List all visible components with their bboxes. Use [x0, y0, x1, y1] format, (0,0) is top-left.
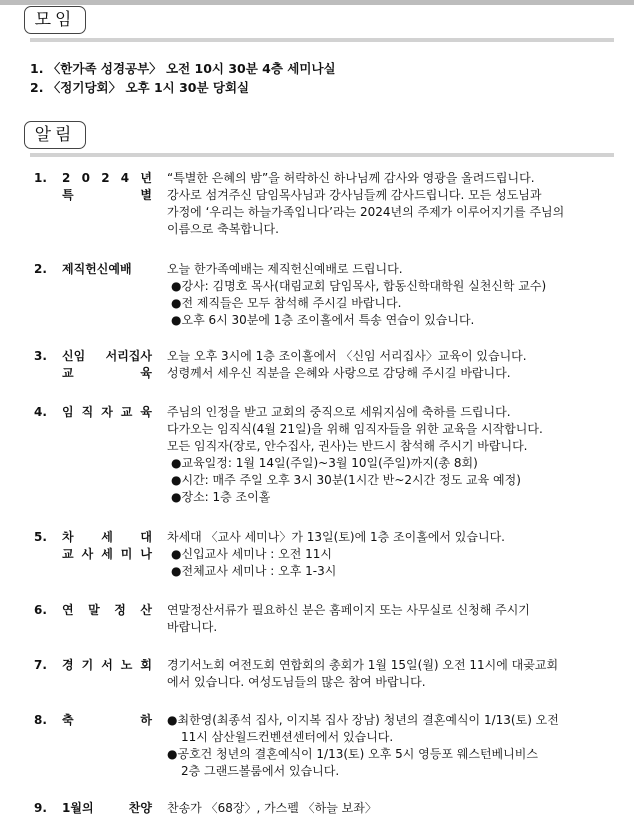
notice-title [62, 800, 152, 817]
notice-body [167, 170, 611, 238]
notice-body [167, 404, 611, 506]
notice-title-line: 연 말 정 산 [62, 603, 152, 617]
notice-title [62, 404, 152, 421]
notice-bullet: ●강사: 김명호 목사(대림교회 담임목사, 합동신학대학원 실천신학 교수) [171, 279, 547, 293]
notice-line: 에서 있습니다. 여성도님들의 많은 참여 바랍니다. [167, 675, 426, 689]
notice-title-line: 교 사 세 미 나 [62, 547, 152, 561]
notice-title-line: 1월의 찬양 [62, 801, 152, 815]
notice-line: 주님의 인정을 받고 교회의 중직으로 세워지심에 축하를 드립니다. [167, 405, 511, 419]
notice-line: 오늘 한가족예배는 제직헌신예배로 드립니다. [167, 262, 403, 276]
notice-bullet: ●공호건 청년의 결혼예식이 1/13(토) 오후 5시 영등포 웨스턴베니비스 [167, 747, 538, 761]
notice-number: 2. [34, 262, 47, 276]
section-divider [30, 38, 614, 42]
notice-title [62, 261, 152, 278]
notice-body [167, 348, 611, 382]
notice-bullet: ●시간: 매주 주일 오후 3시 30분(1시간 반~2시간 정도 교육 예정) [171, 473, 521, 487]
notice-title [62, 170, 152, 204]
notice-title-line: 차 세 대 [62, 530, 152, 544]
notice-title-line: 제직헌신예배 [62, 262, 132, 276]
notice-bullet: ●오후 6시 30분에 1층 조이홀에서 특송 연습이 있습니다. [171, 313, 475, 327]
notice-line: 2층 그랜드볼룸에서 있습니다. [181, 764, 340, 778]
notice-line: 오늘 오후 3시에 1층 조이홀에서 〈신임 서리집사〉교육이 있습니다. [167, 349, 527, 363]
top-bar [0, 0, 634, 5]
notice-title-line: 2 0 2 4 년 [62, 171, 152, 185]
notice-line: 강사로 섬겨주신 담임목사님과 강사님들께 감사드립니다. 모든 성도님과 [167, 188, 542, 202]
notice-bullet: ●장소: 1층 조이홀 [171, 490, 271, 504]
notice-line: 연말정산서류가 필요하신 분은 홈페이지 또는 사무실로 신청해 주시기 [167, 603, 530, 617]
notice-bullet: ●최한영(최종석 집사, 이지복 집사 장남) 청년의 결혼예식이 1/13(토) 오전 [167, 713, 559, 727]
notice-line: 바랍니다. [167, 620, 218, 634]
notice-line: 모든 임직자(장로, 안수집사, 권사)는 반드시 참석해 주시기 바랍니다. [167, 439, 528, 453]
notice-title-line: 경 기 서 노 회 [62, 658, 152, 672]
notice-title-line: 신임 서리집사 [62, 349, 152, 363]
meeting-item: 1. 〈한가족 성경공부〉 오전 10시 30분 4층 세미나실 [30, 61, 336, 76]
notice-line: “특별한 은혜의 밤”을 허락하신 하나님께 감사와 영광을 올려드립니다. [167, 171, 535, 185]
notice-body [167, 529, 611, 580]
notice-number: 9. [34, 801, 47, 815]
notice-title [62, 712, 152, 729]
notice-number: 8. [34, 713, 47, 727]
notice-line: 11시 삼산월드컨벤션센터에서 있습니다. [181, 730, 394, 744]
notice-title [62, 529, 152, 563]
meeting-item: 2. 〈정기당회〉 오후 1시 30분 당회실 [30, 80, 250, 95]
notice-number: 6. [34, 603, 47, 617]
section-heading-meetings: 모임 [24, 6, 86, 34]
notice-bullet: ●신입교사 세미나 : 오전 11시 [171, 547, 332, 561]
notice-body [167, 657, 611, 691]
notice-line: 이름으로 축복합니다. [167, 222, 279, 236]
notice-title-line: 특 별 [62, 188, 152, 202]
notice-title [62, 602, 152, 619]
notice-line: 가정에 ‘우리는 하늘가족입니다’라는 2024년의 주제가 이루어지기를 주님의 [167, 205, 565, 219]
notice-number: 4. [34, 405, 47, 419]
meetings-list [30, 59, 336, 97]
notice-body [167, 261, 611, 329]
notice-title [62, 348, 152, 382]
notice-number: 1. [34, 171, 47, 185]
notice-line: 다가오는 임직식(4월 21일)을 위해 임직자들을 위한 교육을 시작합니다. [167, 422, 543, 436]
notice-body [167, 712, 611, 780]
notice-bullet: ●전체교사 세미나 : 오후 1-3시 [171, 564, 337, 578]
notice-bullet: ●교육일정: 1월 14일(주일)~3월 10일(주일)까지(총 8회) [171, 456, 478, 470]
section-divider [30, 153, 614, 157]
notice-bullet: ●전 제직들은 모두 참석해 주시길 바랍니다. [171, 296, 402, 310]
notice-title-line: 교 육 [62, 366, 152, 380]
notice-line: 성령께서 세우신 직분을 은혜와 사랑으로 감당해 주시길 바랍니다. [167, 366, 511, 380]
notice-number: 3. [34, 349, 47, 363]
notice-line: 찬송가 〈68장〉, 가스펠 〈하늘 보좌〉 [167, 801, 377, 815]
notice-title [62, 657, 152, 674]
section-heading-notices: 알림 [24, 121, 86, 149]
notice-line: 경기서노회 여전도회 연합회의 총회가 1월 15일(월) 오전 11시에 대곶교회 [167, 658, 559, 672]
notice-title-line: 임 직 자 교 육 [62, 405, 152, 419]
notice-line: 차세대 〈교사 세미나〉가 13일(토)에 1층 조이홀에서 있습니다. [167, 530, 505, 544]
notice-title-line: 축 하 [62, 713, 152, 727]
notice-body [167, 602, 611, 636]
notice-number: 7. [34, 658, 47, 672]
notice-number: 5. [34, 530, 47, 544]
notice-body [167, 800, 611, 817]
